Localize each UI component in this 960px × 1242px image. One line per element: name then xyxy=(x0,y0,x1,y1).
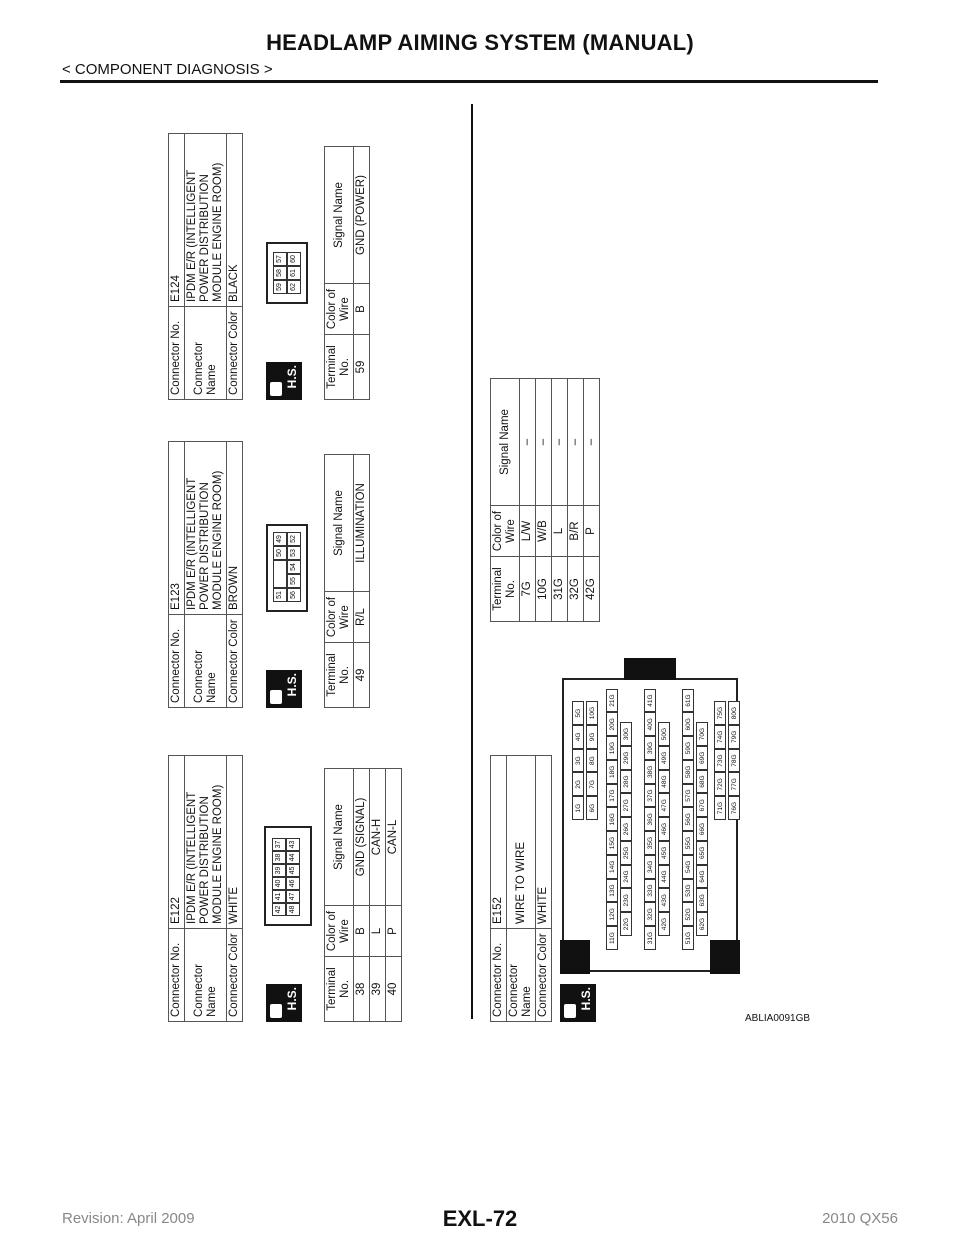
terminal-no: 38 xyxy=(354,957,370,1022)
wire-color: P xyxy=(386,906,402,957)
connector-pin: 18G xyxy=(606,760,618,784)
connector-pin: 51 xyxy=(273,588,287,602)
connector-pin: 4G xyxy=(572,725,584,749)
connector-pin: 24G xyxy=(620,865,632,889)
connector-pin: 11G xyxy=(606,926,618,950)
connector-pin: 12G xyxy=(606,903,618,927)
connector-pin: 35G xyxy=(644,831,656,855)
terminal-table xyxy=(324,454,370,708)
header-signal-name: Signal Name xyxy=(325,455,354,592)
label-connector-no: Connector No. xyxy=(491,929,507,1022)
connector-face-e152 xyxy=(562,678,738,972)
signal-name: CAN-L xyxy=(386,769,402,906)
connector-pin: 37G xyxy=(644,784,656,808)
header-color-of-wire: Color of Wire xyxy=(491,506,520,557)
header-color-of-wire: Color of Wire xyxy=(325,284,354,335)
connector-pin: 8G xyxy=(586,749,598,773)
terminal-no: 59 xyxy=(354,335,370,400)
label-connector-no: Connector No. xyxy=(169,307,185,400)
wire-harness-icon xyxy=(270,1004,282,1018)
footer-revision: Revision: April 2009 xyxy=(62,1210,195,1227)
connector-pin: 44G xyxy=(658,865,670,889)
signal-name: – xyxy=(552,379,568,506)
label-connector-color: Connector Color xyxy=(227,307,243,400)
connector-pin: 58 xyxy=(273,266,287,280)
connector-pin: 31G xyxy=(644,926,656,950)
connector-pin: 77G xyxy=(728,773,740,797)
connector-pin: 46G xyxy=(658,817,670,841)
label-connector-name: Connector Name xyxy=(185,615,227,708)
connector-pin: 26G xyxy=(620,817,632,841)
connector-pin: 25G xyxy=(620,841,632,865)
connector-pin: 52 xyxy=(287,532,301,546)
header-color-of-wire: Color of Wire xyxy=(325,592,354,643)
connector-pin: 43 xyxy=(286,838,300,851)
terminal-table xyxy=(490,378,600,622)
table-row xyxy=(536,379,552,622)
wire-color: L/W xyxy=(520,506,536,557)
connector-pin: 67G xyxy=(696,794,708,818)
connector-pin: 52G xyxy=(682,903,694,927)
table-row xyxy=(354,769,370,1022)
header-terminal-no: Terminal No. xyxy=(325,643,354,708)
connector-pin: 61 xyxy=(287,266,301,280)
connector-pin: 57G xyxy=(682,784,694,808)
connector-name: IPDM E/R (INTELLIGENT POWER DISTRIBUTION MODULE ENGINE ROOM) xyxy=(185,134,227,307)
hs-badge xyxy=(560,984,596,1022)
connector-pin: 74G xyxy=(714,725,726,749)
hs-label: H.S. xyxy=(285,365,299,389)
header-signal-name: Signal Name xyxy=(325,769,354,906)
connector-pin: 54 xyxy=(287,560,301,574)
connector-pin: 55 xyxy=(287,574,301,588)
signal-name: – xyxy=(584,379,600,506)
connector-pin: 58G xyxy=(682,760,694,784)
connector-pin: 19G xyxy=(606,736,618,760)
table-row xyxy=(370,769,386,1022)
connector-pin: 62G xyxy=(696,912,708,936)
connector-pin: 71G xyxy=(714,796,726,820)
connector-pin: 42G xyxy=(658,912,670,936)
connector-info-table xyxy=(168,441,243,708)
terminal-no: 32G xyxy=(568,557,584,622)
connector-pin: 48G xyxy=(658,770,670,794)
connector-pin: 40 xyxy=(272,877,286,890)
wire-harness-icon xyxy=(270,382,282,396)
connector-pin: 57 xyxy=(273,252,287,266)
label-connector-name: Connector Name xyxy=(185,929,227,1022)
connector-face-e123 xyxy=(266,524,308,612)
pin-field xyxy=(564,680,736,970)
connector-pin: 20G xyxy=(606,713,618,737)
connector-pin: 78G xyxy=(728,749,740,773)
table-row xyxy=(386,769,402,1022)
wire-color: B xyxy=(354,284,370,335)
connector-pin: 60G xyxy=(682,713,694,737)
label-connector-no: Connector No. xyxy=(169,615,185,708)
connector-no: E122 xyxy=(169,756,185,929)
header-terminal-no: Terminal No. xyxy=(325,957,354,1022)
connector-pin: 44 xyxy=(286,851,300,864)
footer-page-number: EXL-72 xyxy=(442,1206,518,1231)
header-terminal-no: Terminal No. xyxy=(491,557,520,622)
connector-pin: 5G xyxy=(572,701,584,725)
terminal-no: 42G xyxy=(584,557,600,622)
connector-pin: 50 xyxy=(273,546,287,560)
connector-panel-e152 xyxy=(490,262,890,1022)
connector-pin: 56G xyxy=(682,808,694,832)
page-subtitle: < COMPONENT DIAGNOSIS > xyxy=(62,61,273,78)
wire-color: R/L xyxy=(354,592,370,643)
connector-face-e124 xyxy=(266,242,308,304)
connector-pin: 10G xyxy=(586,701,598,725)
header-signal-name: Signal Name xyxy=(325,147,354,284)
connector-pin: 60 xyxy=(287,252,301,266)
connector-name: IPDM E/R (INTELLIGENT POWER DISTRIBUTION MODULE ENGINE ROOM) xyxy=(185,756,227,929)
hs-badge xyxy=(266,984,302,1022)
label-connector-name: Connector Name xyxy=(185,307,227,400)
connector-pin: 21G xyxy=(606,689,618,713)
connector-name: WIRE TO WIRE xyxy=(507,756,536,929)
connector-no: E152 xyxy=(491,756,507,929)
label-connector-color: Connector Color xyxy=(536,929,552,1022)
connector-no: E124 xyxy=(169,134,185,307)
hs-label: H.S. xyxy=(285,987,299,1011)
wire-color: L xyxy=(370,906,386,957)
connector-pin: 41G xyxy=(644,689,656,713)
table-row xyxy=(552,379,568,622)
table-row xyxy=(354,455,370,708)
connector-pin: 53G xyxy=(682,879,694,903)
connector-pin: 33G xyxy=(644,879,656,903)
connector-pin: 37 xyxy=(272,838,286,851)
label-connector-name: Connector Name xyxy=(507,929,536,1022)
connector-pin: 51G xyxy=(682,926,694,950)
header-terminal-no: Terminal No. xyxy=(325,335,354,400)
connector-pin: 69G xyxy=(696,746,708,770)
signal-name: – xyxy=(536,379,552,506)
connector-pin: 42 xyxy=(272,903,286,916)
connector-pin: 47 xyxy=(286,890,300,903)
connector-color: BROWN xyxy=(227,442,243,615)
signal-name: GND (POWER) xyxy=(354,147,370,284)
connector-pin: 27G xyxy=(620,794,632,818)
connector-pin: 65G xyxy=(696,841,708,865)
connector-pin: 32G xyxy=(644,903,656,927)
connector-name: IPDM E/R (INTELLIGENT POWER DISTRIBUTION MODULE ENGINE ROOM) xyxy=(185,442,227,615)
connector-pin: 22G xyxy=(620,912,632,936)
connector-color: WHITE xyxy=(536,756,552,929)
connector-pin: 45G xyxy=(658,841,670,865)
connector-pin: 59G xyxy=(682,736,694,760)
connector-no: E123 xyxy=(169,442,185,615)
connector-pin: 63G xyxy=(696,889,708,913)
header-signal-name: Signal Name xyxy=(491,379,520,506)
wire-harness-icon xyxy=(270,690,282,704)
connector-pin: 62 xyxy=(287,280,301,294)
table-row xyxy=(354,147,370,400)
connector-pin: 73G xyxy=(714,749,726,773)
connector-pin: 15G xyxy=(606,831,618,855)
connector-info-table xyxy=(490,755,552,1022)
column-divider xyxy=(471,104,473,1019)
connector-pin: 16G xyxy=(606,808,618,832)
table-row xyxy=(520,379,536,622)
wire-color: B/R xyxy=(568,506,584,557)
connector-color: BLACK xyxy=(227,134,243,307)
connector-info-table xyxy=(168,755,243,1022)
connector-pin: 38 xyxy=(272,851,286,864)
connector-pin: 45 xyxy=(286,864,300,877)
label-connector-no: Connector No. xyxy=(169,929,185,1022)
connector-pin: 2G xyxy=(572,773,584,797)
connector-pin: 36G xyxy=(644,808,656,832)
connector-panel-e124 xyxy=(168,0,428,400)
connector-pin: 66G xyxy=(696,817,708,841)
connector-pin: 49G xyxy=(658,746,670,770)
connector-pin: 70G xyxy=(696,722,708,746)
terminal-no: 10G xyxy=(536,557,552,622)
connector-pin: 47G xyxy=(658,794,670,818)
connector-pin: 46 xyxy=(286,877,300,890)
wire-color: B xyxy=(354,906,370,957)
connector-pin: 49 xyxy=(273,532,287,546)
page-title: HEADLAMP AIMING SYSTEM (MANUAL) xyxy=(266,30,694,55)
label-connector-color: Connector Color xyxy=(227,929,243,1022)
wire-color: P xyxy=(584,506,600,557)
hs-badge xyxy=(266,362,302,400)
connector-pin: 39 xyxy=(272,864,286,877)
connector-pin: 29G xyxy=(620,746,632,770)
connector-pin: 30G xyxy=(620,722,632,746)
connector-pin: 79G xyxy=(728,725,740,749)
connector-pin: 3G xyxy=(572,749,584,773)
hs-label: H.S. xyxy=(579,987,593,1011)
connector-pin: 43G xyxy=(658,889,670,913)
connector-pin xyxy=(273,560,287,588)
table-row xyxy=(568,379,584,622)
wire-harness-icon xyxy=(564,1004,576,1018)
connector-pin: 7G xyxy=(586,773,598,797)
connector-pin: 50G xyxy=(658,722,670,746)
terminal-table xyxy=(324,768,402,1022)
connector-pin: 72G xyxy=(714,773,726,797)
connector-pin: 6G xyxy=(586,796,598,820)
connector-pin: 23G xyxy=(620,889,632,913)
terminal-table xyxy=(324,146,370,400)
connector-pin: 40G xyxy=(644,713,656,737)
connector-color: WHITE xyxy=(227,756,243,929)
footer-model: 2010 QX56 xyxy=(822,1210,898,1227)
connector-pin: 39G xyxy=(644,736,656,760)
connector-pin: 76G xyxy=(728,796,740,820)
connector-pin: 34G xyxy=(644,855,656,879)
connector-pin: 59 xyxy=(273,280,287,294)
connector-pin: 1G xyxy=(572,796,584,820)
connector-pin: 61G xyxy=(682,689,694,713)
signal-name: – xyxy=(568,379,584,506)
signal-name: – xyxy=(520,379,536,506)
connector-pin: 68G xyxy=(696,770,708,794)
terminal-no: 40 xyxy=(386,957,402,1022)
connector-pin: 41 xyxy=(272,890,286,903)
connector-pin: 9G xyxy=(586,725,598,749)
terminal-no: 7G xyxy=(520,557,536,622)
connector-pin: 75G xyxy=(714,701,726,725)
connector-pin: 14G xyxy=(606,855,618,879)
signal-name: CAN-H xyxy=(370,769,386,906)
wire-color: L xyxy=(552,506,568,557)
connector-pin: 54G xyxy=(682,855,694,879)
table-row xyxy=(584,379,600,622)
connector-pin: 56 xyxy=(287,588,301,602)
label-connector-color: Connector Color xyxy=(227,615,243,708)
connector-pin: 80G xyxy=(728,701,740,725)
connector-pin: 55G xyxy=(682,831,694,855)
connector-face-e122 xyxy=(264,826,312,926)
latch-block xyxy=(624,658,676,680)
hs-badge xyxy=(266,670,302,708)
header-color-of-wire: Color of Wire xyxy=(325,906,354,957)
signal-name: GND (SIGNAL) xyxy=(354,769,370,906)
connector-pin: 64G xyxy=(696,865,708,889)
connector-info-table xyxy=(168,133,243,400)
signal-name: ILLUMINATION xyxy=(354,455,370,592)
wire-color: W/B xyxy=(536,506,552,557)
connector-pin: 17G xyxy=(606,784,618,808)
connector-pin: 53 xyxy=(287,546,301,560)
connector-pin: 13G xyxy=(606,879,618,903)
terminal-no: 31G xyxy=(552,557,568,622)
figure-reference: ABLIA0091GB xyxy=(745,1013,811,1024)
connector-pin: 38G xyxy=(644,760,656,784)
hs-label: H.S. xyxy=(285,673,299,697)
terminal-no: 39 xyxy=(370,957,386,1022)
terminal-no: 49 xyxy=(354,643,370,708)
connector-pin: 48 xyxy=(286,903,300,916)
connector-pin: 28G xyxy=(620,770,632,794)
